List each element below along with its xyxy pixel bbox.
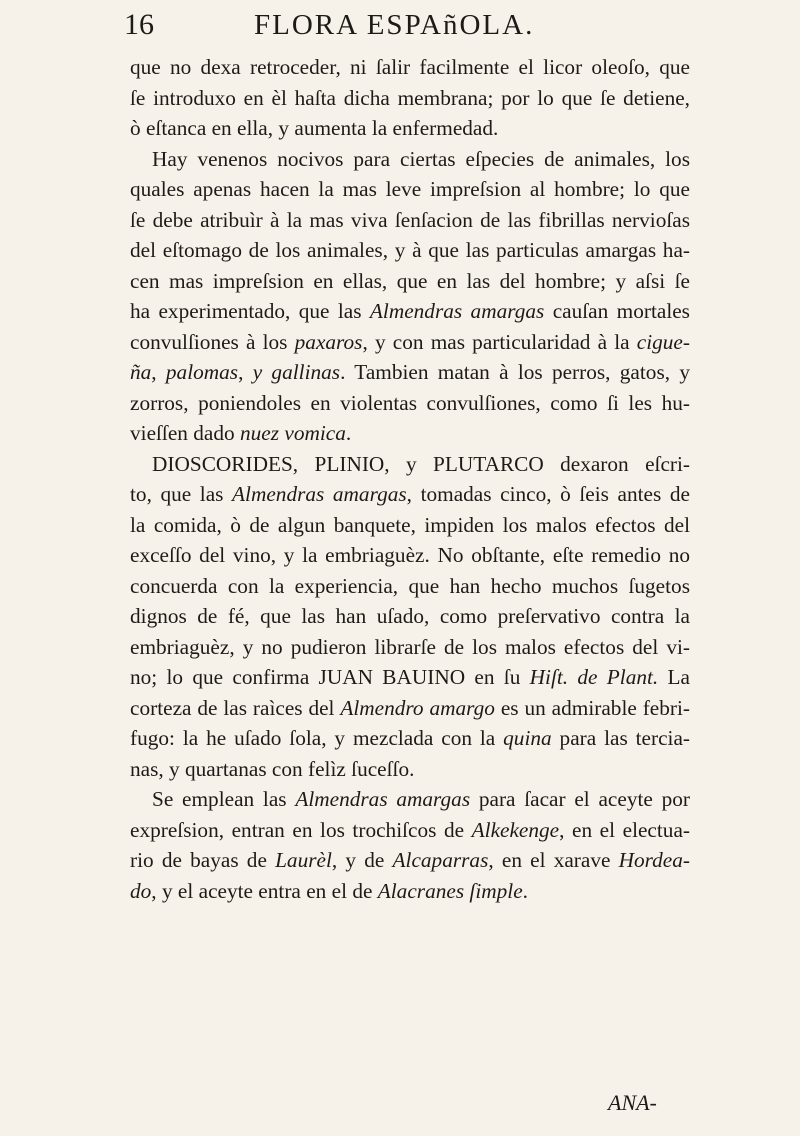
text-run: , tomadas cinco, ò ſeis antes de: [406, 482, 690, 506]
text-line: [130, 52, 690, 83]
text-run: rio de bayas de: [130, 848, 276, 872]
text-run: cauſan mortales: [544, 299, 690, 323]
text-line: [130, 418, 690, 449]
text-line: [130, 876, 690, 907]
text-run: no; lo que confirma JUAN BAUINO en ſu: [130, 665, 530, 689]
text-run: zorros, poniendoles en violentas convulſiones, como ſi les hu-: [130, 390, 690, 415]
italic-run: quina: [503, 726, 552, 750]
text-run: cen mas impreſsion en ellas, que en las del hombre; y aſsi ſe: [130, 268, 690, 293]
italic-run: Almendro amargo: [340, 695, 495, 720]
text-run: ſe debe atribuìr à la mas viva ſenſacion de las fibrillas nervioſas: [130, 207, 690, 232]
text-run: para las tercia-: [551, 726, 690, 750]
text-line: [130, 632, 690, 663]
text-line: [130, 845, 690, 876]
catchword: ANA-: [608, 1090, 657, 1115]
text-run: Hay venenos nocivos para ciertas eſpecies de animales, los: [152, 146, 690, 171]
text-line: [130, 754, 690, 785]
text-run: nas, y quartanas con felìz ſuceſſo.: [130, 756, 415, 781]
italic-run: nuez vomica: [240, 421, 346, 445]
text-line: [130, 296, 690, 327]
text-line: [130, 266, 690, 297]
text-run: para ſacar el aceyte por: [470, 787, 690, 811]
italic-run: do: [130, 878, 152, 903]
text-run: , y el aceyte entra en el de: [151, 878, 378, 903]
text-run: que no dexa retroceder, ni ſalir facilmente el licor oleoſo, que: [130, 55, 690, 79]
text-run: es un admirable febri-: [494, 695, 691, 720]
italic-run: paxaros: [294, 329, 363, 354]
italic-run: Hiſt. de Plant.: [529, 665, 659, 689]
text-line: [130, 144, 690, 175]
text-run: dignos de fé, que las han uſado, como preſervativo contra la: [130, 604, 690, 628]
italic-run: Laurèl: [275, 848, 332, 872]
text-line: [130, 205, 690, 236]
text-run: fugo: la he uſado ſola, y mezclada con la: [130, 726, 504, 750]
text-line: [130, 174, 690, 205]
text-run: .: [345, 421, 352, 445]
text-line: [130, 601, 690, 632]
text-line: [130, 235, 690, 266]
text-run: ,: [238, 360, 253, 384]
text-run: la comida, ò de algun banquete, impiden los malos efectos del: [130, 512, 690, 537]
italic-run: ña: [130, 360, 152, 384]
text-run: corteza de las raìces del: [130, 695, 341, 720]
page-header: [124, 8, 684, 42]
text-run: to, que las: [130, 482, 233, 506]
text-line: [130, 662, 690, 693]
italic-run: Alacranes ſimple: [377, 878, 523, 903]
text-run: vieſſen dado: [130, 421, 240, 445]
text-run: DIOSCORIDES, PLINIO, y PLUTARCO dexaron eſcri-: [152, 451, 690, 476]
italic-run: y gallinas: [252, 360, 341, 384]
text-line: [130, 83, 690, 114]
italic-run: cigue-: [636, 329, 690, 354]
text-run: Se emplean las: [152, 787, 296, 811]
text-run: , en el electua-: [559, 817, 690, 842]
text-run: .: [522, 878, 528, 903]
italic-run: Almendras amargas: [369, 299, 545, 323]
text-run: , en el xarave: [488, 848, 619, 872]
text-line: [130, 540, 690, 571]
text-run: ſe introduxo en èl haſta dicha membrana; por lo que ſe detiene,: [130, 85, 690, 110]
running-title: FLORA ESPAñOLA.: [254, 9, 535, 41]
body-text: [130, 52, 690, 906]
text-run: ,: [151, 360, 166, 384]
text-run: , y con mas particularidad à la: [362, 329, 637, 354]
text-run: , y de: [331, 848, 393, 872]
text-line: [130, 388, 690, 419]
italic-run: Alkekenge: [471, 817, 560, 842]
italic-run: Alcaparras: [392, 848, 489, 872]
text-run: convulſiones à los: [130, 329, 295, 354]
text-run: del eſtomago de los animales, y à que las particulas amargas ha-: [130, 238, 690, 262]
text-run: quales apenas hacen la mas leve impreſsion al hombre; lo que: [130, 177, 690, 201]
italic-run: Almendras amargas: [295, 787, 471, 811]
text-line: [130, 479, 690, 510]
text-run: ò eſtanca en ella, y aumenta la enfermedad.: [130, 116, 499, 140]
text-line: [130, 784, 690, 815]
text-run: ha experimentado, que las: [130, 299, 370, 323]
text-run: La: [658, 665, 691, 689]
text-line: [130, 815, 690, 846]
text-line: [130, 723, 690, 754]
text-run: expreſsion, entran en los trochiſcos de: [130, 817, 472, 842]
text-run: concuerda con la experiencia, que han hecho muchos ſugetos: [130, 573, 690, 598]
text-line: [130, 449, 690, 480]
text-run: embriaguèz, y no pudieron librarſe de los malos efectos del vi-: [130, 634, 690, 659]
text-line: [130, 327, 690, 358]
italic-run: palomas: [165, 360, 239, 384]
text-line: [130, 510, 690, 541]
text-line: [130, 113, 690, 144]
italic-run: Almendras amargas: [232, 482, 407, 506]
page-number: 16: [124, 8, 154, 41]
text-line: [130, 357, 690, 388]
text-line: [130, 571, 690, 602]
text-line: [130, 693, 690, 724]
italic-run: Hordea-: [618, 848, 690, 872]
text-run: exceſſo del vino, y la embriaguèz. No obſtante, eſte remedio no: [130, 543, 690, 567]
text-run: . Tambien matan à los perros, gatos, y: [340, 360, 690, 384]
